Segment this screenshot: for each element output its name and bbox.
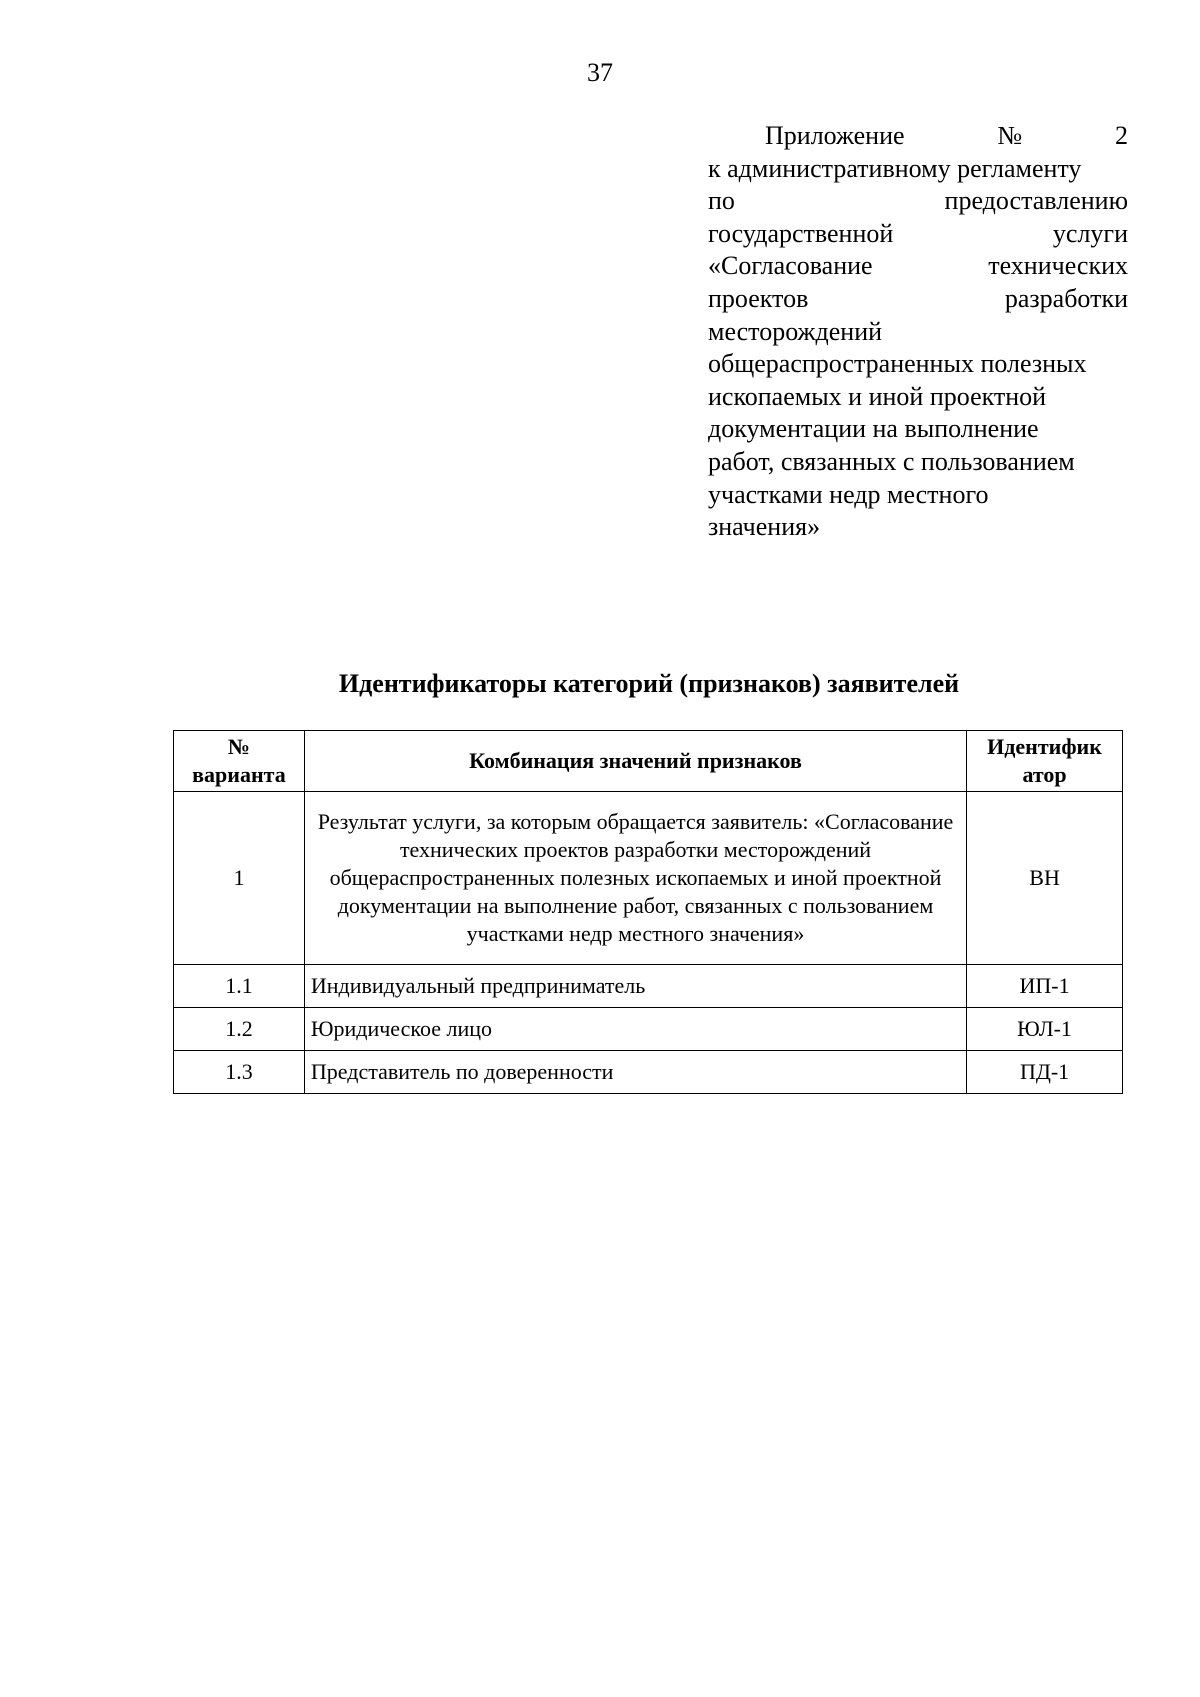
combination-cell: Индивидуальный предприниматель: [304, 965, 966, 1008]
appendix-word: проектов: [708, 283, 809, 313]
appendix-word: ископаемых и иной проектной: [708, 381, 1047, 411]
identifier-cell: ЮЛ-1: [967, 1008, 1123, 1051]
appendix-line: [708, 348, 1128, 381]
combination-cell: Представитель по доверенности: [304, 1051, 966, 1094]
header-text: варианта: [192, 762, 286, 787]
appendix-word: предоставлению: [944, 186, 1128, 216]
appendix-word: общераспространенных полезных: [708, 349, 1087, 379]
appendix-line: [708, 283, 1128, 316]
variant-number-cell: 1: [174, 792, 305, 965]
combination-cell: Результат услуги, за которым обращается заявитель: «Согласование технических проектов разработки месторождений общераспространенных полезных ископаемых и иной проектной документации на выполнение работ, связанных с пользованием участками недр местного значения»: [304, 792, 966, 965]
appendix-block: [708, 120, 1128, 544]
identifier-cell: ПД-1: [967, 1051, 1123, 1094]
header-variant-number: [174, 731, 305, 792]
variant-number-cell: 1.3: [174, 1051, 305, 1094]
appendix-word: участками недр местного: [708, 479, 989, 509]
appendix-word: к административному регламенту: [708, 153, 1082, 183]
variant-number-cell: 1.2: [174, 1008, 305, 1051]
header-text: №: [227, 734, 250, 759]
appendix-word: 2: [1114, 121, 1128, 150]
table-row: [174, 965, 1123, 1008]
header-text: Идентифик: [987, 734, 1102, 759]
appendix-line: [708, 446, 1128, 479]
appendix-word: значения»: [708, 512, 821, 542]
appendix-line: [708, 479, 1128, 512]
table-header-row: [174, 731, 1123, 792]
identifier-cell: ВН: [967, 792, 1123, 965]
appendix-line: [708, 511, 1128, 544]
appendix-line: [708, 413, 1128, 446]
document-title: Идентификаторы категорий (признаков) заявителей: [338, 669, 960, 698]
appendix-word: Приложение: [765, 121, 905, 150]
header-text: атор: [1022, 762, 1067, 787]
appendix-line: [708, 120, 1128, 153]
appendix-word: документации на выполнение: [708, 414, 1039, 444]
appendix-line: [708, 381, 1128, 414]
page-number: 37: [587, 58, 613, 87]
appendix-word: услуги: [1052, 218, 1128, 248]
combination-cell: Юридическое лицо: [304, 1008, 966, 1051]
appendix-line: [708, 153, 1128, 186]
identifiers-table: [173, 730, 1123, 1094]
appendix-line: [708, 218, 1128, 251]
appendix-word: государственной: [708, 218, 894, 248]
appendix-word: месторождений: [708, 316, 883, 346]
appendix-word: работ, связанных с пользованием: [708, 446, 1075, 476]
variant-number-cell: 1.1: [174, 965, 305, 1008]
table-row: [174, 792, 1123, 965]
table-row: [174, 1051, 1123, 1094]
header-identifier: [967, 731, 1123, 792]
appendix-line: [708, 185, 1128, 218]
appendix-word: разработки: [1004, 283, 1128, 313]
appendix-word: технических: [988, 251, 1128, 281]
appendix-word: «Согласование: [708, 251, 873, 281]
table-row: [174, 1008, 1123, 1051]
identifier-cell: ИП-1: [967, 965, 1123, 1008]
header-combination: Комбинация значений признаков: [304, 731, 966, 792]
appendix-word: по: [708, 186, 735, 216]
appendix-line: [708, 316, 1128, 349]
appendix-word: №: [997, 121, 1023, 150]
appendix-line: [708, 250, 1128, 283]
